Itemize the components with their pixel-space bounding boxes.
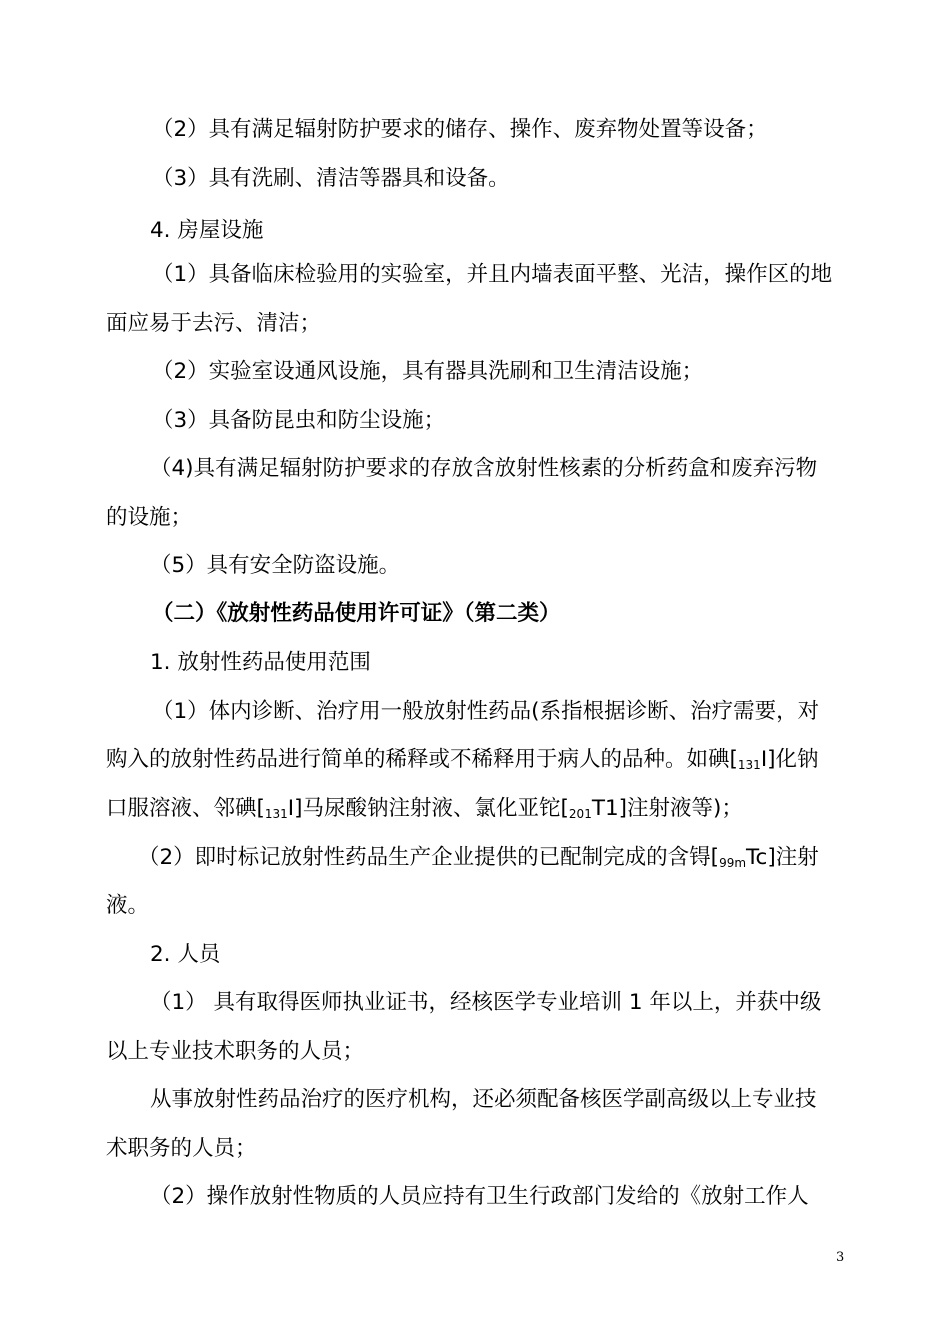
text-span: I]马尿酸钠注射液、氯化亚铊[ [287, 796, 569, 821]
section-heading: 1. 放射性药品使用范围 [150, 650, 371, 675]
text-line: （1）具备临床检验用的实验室，并且内墙表面平整、光洁，操作区的地 [152, 262, 833, 287]
text-line: （2）实验室设通风设施，具有器具洗刷和卫生清洁设施； [152, 359, 704, 384]
text-line [106, 794, 743, 824]
text-span: I]化钠 [760, 747, 819, 772]
section-heading: 4. 房屋设施 [150, 218, 264, 243]
text-line: 以上专业技术职务的人员； [106, 1039, 365, 1064]
text-line: 的设施； [106, 505, 193, 530]
text-span: Tc]注射 [746, 845, 819, 870]
section-heading: （二）《放射性药品使用许可证》（第二类） [152, 601, 561, 626]
subscript: 99m [719, 856, 747, 870]
page-number: 3 [836, 1250, 845, 1265]
text-line: 面应易于去污、清洁； [106, 311, 322, 336]
text-line: （2）操作放射性物质的人员应持有卫生行政部门发给的《放射工作人 [150, 1184, 809, 1209]
text-span: T1]注射液等)； [591, 796, 743, 821]
text-line: （5）具有安全防盗设施。 [150, 553, 401, 578]
text-line: （1） 具有取得医师执业证书，经核医学专业培训 1 年以上，并获中级 [150, 990, 822, 1015]
section-heading: 2. 人员 [150, 942, 221, 967]
text-line [106, 745, 819, 775]
text-line: 从事放射性药品治疗的医疗机构，还必须配备核医学副高级以上专业技 [150, 1087, 817, 1112]
text-span: 购入的放射性药品进行简单的稀释或不稀释用于病人的品种。如碘[ [106, 747, 738, 772]
subscript: 131 [737, 758, 761, 772]
subscript: 131 [264, 807, 288, 821]
text-line: （2）具有满足辐射防护要求的储存、操作、废弃物处置等设备； [152, 117, 768, 142]
text-line: 术职务的人员； [106, 1136, 257, 1161]
text-line: （3）具备防昆虫和防尘设施； [152, 408, 446, 433]
text-line [138, 843, 819, 873]
text-line: （1）体内诊断、治疗用一般放射性药品(系指根据诊断、治疗需要，对 [152, 699, 820, 724]
subscript: 201 [568, 807, 592, 821]
text-span: （2）即时标记放射性药品生产企业提供的已配制完成的含锝[ [138, 845, 720, 870]
text-span: 口服溶液、邻碘[ [106, 796, 265, 821]
text-line: 液。 [106, 893, 150, 918]
text-line: （3）具有洗刷、清洁等器具和设备。 [152, 166, 510, 191]
text-line: （4)具有满足辐射防护要求的存放含放射性核素的分析药盒和废弃污物 [150, 456, 818, 481]
